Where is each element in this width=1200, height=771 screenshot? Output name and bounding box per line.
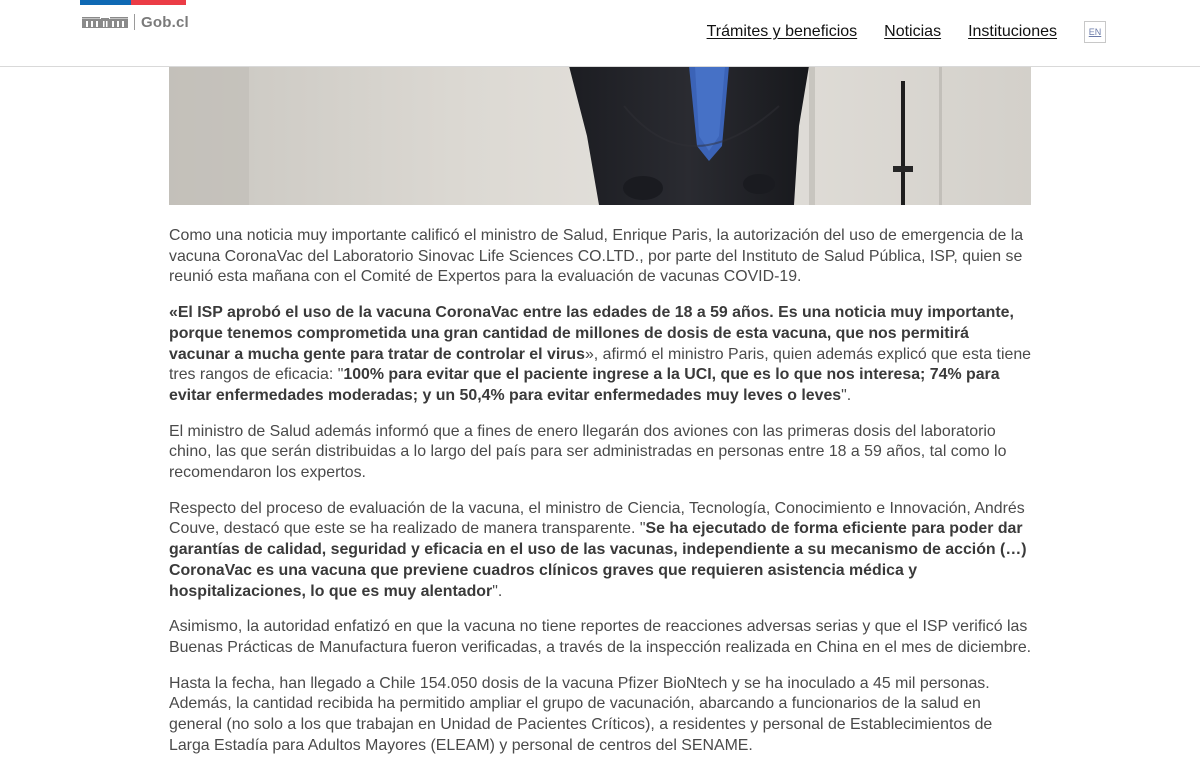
language-toggle-button[interactable]: EN bbox=[1084, 21, 1106, 43]
quote-couve: Se ha ejecutado de forma eficiente para poder dar garantías de calidad, seguridad y eficacia en el uso de las vacunas, independiente a su mecanismo de acción (…) CoronaVac es una vacuna que previene cuadros clínicos graves que requieren asistencia médica y hospitalizaciones, lo que es muy alentador bbox=[169, 520, 1027, 600]
article-paragraph-5: Asimismo, la autoridad enfatizó en que la vacuna no tiene reportes de reacciones adversas serias y que el ISP verificó las Buenas Prácticas de Manufactura fueron verificadas, a través de la inspección realizada en China en el mes de diciembre. bbox=[169, 618, 1032, 656]
news-photo bbox=[169, 66, 1031, 205]
flag-bar bbox=[80, 0, 186, 5]
government-building-icon bbox=[82, 16, 128, 28]
article-body bbox=[169, 226, 1034, 771]
logo-separator bbox=[134, 14, 135, 30]
quote-efficacy: 100% para evitar que el paciente ingrese a la UCI, que es lo que nos interesa; 74% para evitar enfermedades moderadas; y un 50,4% para evitar enfermedades muy leves o leves bbox=[169, 366, 1000, 404]
main-nav bbox=[707, 23, 1057, 41]
paragraph-2-text-1: », afirmó el ministro Paris, quien además explicó que esta tiene tres rangos de eficacia: " bbox=[169, 345, 1032, 384]
article-paragraph-1: Como una noticia muy importante calificó el ministro de Salud, Enrique Paris, la autorización del uso de emergencia de la vacuna CoronaVac del Laboratorio Sinovac Life Sciences CO.LTD., por parte del Instituto de Salud Pública, ISP, quien se reunió esta mañana con el Comité de Expertos para la evaluación de vacunas COVID-19. bbox=[169, 227, 1024, 286]
article-paragraph-6: Hasta la fecha, han llegado a Chile 154.050 dosis de la vacuna Pfizer BioNtech y se ha inoculado a 45 mil personas. Además, la cantidad recibida ha permitido ampliar el grupo de vacunación, abarcando a funcionarios de la salud en general (no solo a los que trabajan en Unidad de Pacientes Críticos), a residentes y personal de Establecimientos de Larga Estadía para Adultos Mayores (ELEAM) y personal de centros del SENAME. bbox=[169, 674, 993, 754]
paragraph-4-text-1: Respecto del proceso de evaluación de la vacuna, el ministro de Ciencia, Tecnología, Conocimiento e Innovación, Andrés Couve, destacó que este se ha realizado de manera transparente. " bbox=[169, 499, 1025, 538]
site-header bbox=[0, 0, 1200, 67]
nav-instituciones[interactable]: Instituciones bbox=[968, 23, 1057, 40]
paragraph-2-text-2: ". bbox=[841, 386, 852, 404]
nav-tramites-beneficios[interactable]: Trámites y beneficios bbox=[706, 23, 858, 40]
flag-blue-segment bbox=[80, 0, 131, 5]
logo-text: Gob.cl bbox=[141, 13, 189, 31]
paragraph-4-text-2: ". bbox=[492, 582, 503, 600]
gob-logo[interactable] bbox=[82, 13, 189, 31]
flag-red-segment bbox=[131, 0, 186, 5]
article-paragraph-2 bbox=[169, 303, 1034, 407]
article-paragraph-3: El ministro de Salud además informó que a fines de enero llegarán dos aviones con las primeras dosis del laboratorio chino, las que serán distribuidas a lo largo del país para ser administradas en personas entre 18 a 59 años, tal como lo recomendaron los expertos. bbox=[169, 422, 1007, 482]
nav-noticias[interactable]: Noticias bbox=[884, 23, 942, 40]
article-paragraph-4 bbox=[169, 499, 1034, 603]
quote-isp: «El ISP aprobó el uso de la vacuna CoronaVac entre las edades de 18 a 59 años. Es una noticia muy importante, porque tenemos comprometida una gran cantidad de millones de dosis de esta vacuna, que nos permitirá vacunar a mucha gente para tratar de controlar el virus bbox=[169, 304, 1014, 363]
news-photo-illustration bbox=[169, 66, 1031, 205]
